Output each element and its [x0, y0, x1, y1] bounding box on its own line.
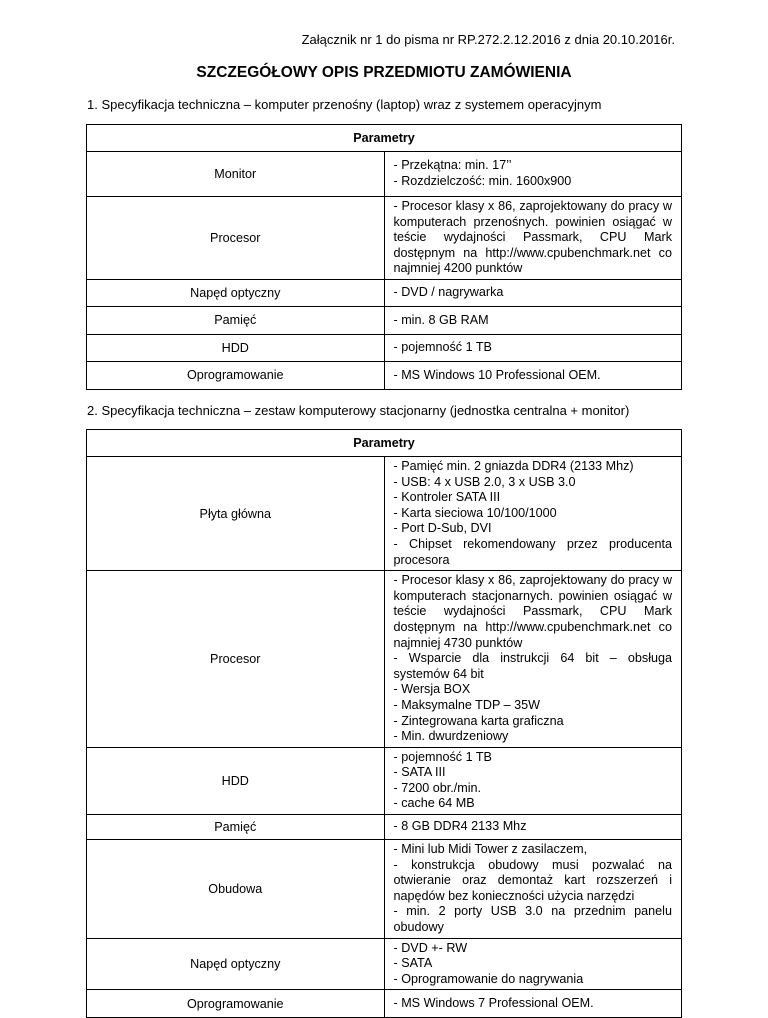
- row-value: [384, 747, 682, 814]
- row-value: [384, 334, 682, 361]
- table-row: [87, 334, 682, 361]
- row-value: [384, 990, 682, 1018]
- table-row: [87, 152, 682, 197]
- value-line: - MS Windows 7 Professional OEM.: [393, 996, 594, 1011]
- table-header: Parametry: [87, 430, 682, 457]
- value-line: - USB: 4 x USB 2.0, 3 x USB 3.0: [393, 474, 576, 489]
- document-title: SZCZEGÓŁOWY OPIS PRZEDMIOTU ZAMÓWIENIA: [196, 64, 572, 81]
- row-label: Napęd optyczny: [87, 938, 385, 990]
- table-row: [87, 815, 682, 840]
- row-label: Pamięć: [87, 815, 385, 840]
- row-value: [384, 840, 682, 939]
- value-line: - Procesor klasy x 86, zaprojektowany do pracy w komputerach przenośnych. powinien osiągać w teście wydajności Passmark, CPU Mark dostępnym na http://www.cpubenchmark.net co najmniej 4200 punktów: [393, 199, 672, 276]
- value-line: - Oprogramowanie do nagrywania: [393, 971, 584, 986]
- section1-heading: 1. Specyfikacja techniczna – komputer przenośny (laptop) wraz z systemem operacyjnym: [87, 97, 602, 112]
- table-row: [87, 571, 682, 748]
- row-label: Napęd optyczny: [87, 279, 385, 306]
- table-row: [87, 840, 682, 939]
- row-value: [384, 457, 682, 571]
- row-value: [384, 279, 682, 306]
- row-value: [384, 938, 682, 990]
- value-line: - pojemność 1 TB: [393, 749, 492, 764]
- row-label: HDD: [87, 334, 385, 361]
- row-label: Oprogramowanie: [87, 990, 385, 1018]
- value-line: - Rozdzielczość: min. 1600x900: [393, 174, 572, 188]
- row-value: [384, 197, 682, 280]
- table-header-row: [87, 125, 682, 152]
- value-line: - Przekątna: min. 17’’: [393, 158, 512, 173]
- row-value: [384, 815, 682, 840]
- row-label: Procesor: [87, 197, 385, 280]
- value-line: - Kontroler SATA III: [393, 490, 501, 505]
- table-row: [87, 938, 682, 990]
- row-label: HDD: [87, 747, 385, 814]
- value-line: - SATA: [393, 956, 433, 971]
- value-line: - cache 64 MB: [393, 796, 475, 811]
- row-label: Procesor: [87, 571, 385, 748]
- value-line: - MS Windows 10 Professional OEM.: [393, 367, 601, 382]
- row-label: Płyta główna: [87, 457, 385, 571]
- laptop-spec-table: [86, 124, 682, 390]
- value-line: - Wersja BOX: [393, 682, 471, 697]
- row-label: Obudowa: [87, 840, 385, 939]
- table-header-row: [87, 430, 682, 457]
- document-reference: Załącznik nr 1 do pisma nr RP.272.2.12.2016 z dnia 20.10.2016r.: [301, 32, 675, 47]
- value-line: - pojemność 1 TB: [393, 340, 492, 355]
- row-value: [384, 152, 682, 197]
- value-line: - SATA III: [393, 765, 446, 780]
- row-value: [384, 306, 682, 334]
- value-line: - DVD / nagrywarka: [393, 285, 504, 300]
- row-value: [384, 571, 682, 748]
- value-line: - min. 2 porty USB 3.0 na przednim panelu obudowy: [393, 904, 672, 935]
- value-line: - Pamięć min. 2 gniazda DDR4 (2133 Mhz): [393, 459, 634, 473]
- table-row: [87, 361, 682, 389]
- value-line: - Wsparcie dla instrukcji 64 bit – obsługa systemów 64 bit: [393, 651, 672, 681]
- value-line: - Karta sieciowa 10/100/1000: [393, 505, 557, 520]
- table-row: [87, 990, 682, 1018]
- value-line: - Min. dwurdzeniowy: [393, 729, 509, 744]
- table-row: [87, 197, 682, 280]
- value-line: - Mini lub Midi Tower z zasilaczem,: [393, 842, 588, 857]
- value-line: - 8 GB DDR4 2133 Mhz: [393, 819, 527, 834]
- table-header: Parametry: [87, 125, 682, 152]
- value-line: - min. 8 GB RAM: [393, 312, 489, 327]
- row-value: [384, 361, 682, 389]
- value-line: - DVD +- RW: [393, 940, 468, 955]
- value-line: - Chipset rekomendowany przez producenta procesora: [393, 536, 672, 567]
- value-line: - konstrukcja obudowy musi pozwalać na otwieranie oraz demontaż kart rozszerzeń i napędów bez konieczności użycia narzędzi: [393, 857, 672, 903]
- table-row: [87, 306, 682, 334]
- value-line: - 7200 obr./min.: [393, 780, 482, 795]
- value-line: - Port D-Sub, DVI: [393, 521, 492, 536]
- value-line: - Procesor klasy x 86, zaprojektowany do pracy w komputerach stacjonarnych. powinien osiągać w teście wydajności Passmark, CPU Mark dostępnym na http://www.cpubenchmark.net co najmniej 4730 punktów: [393, 573, 672, 650]
- value-line: - Zintegrowana karta graficzna: [393, 713, 564, 728]
- section2-heading: 2. Specyfikacja techniczna – zestaw komputerowy stacjonarny (jednostka centralna + monitor): [87, 403, 630, 418]
- value-line: - Maksymalne TDP – 35W: [393, 697, 541, 712]
- desktop-spec-table: [86, 429, 682, 1018]
- table-row: [87, 747, 682, 814]
- row-label: Oprogramowanie: [87, 361, 385, 389]
- table-row: [87, 457, 682, 571]
- table-row: [87, 279, 682, 306]
- row-label: Pamięć: [87, 306, 385, 334]
- row-label: Monitor: [87, 152, 385, 197]
